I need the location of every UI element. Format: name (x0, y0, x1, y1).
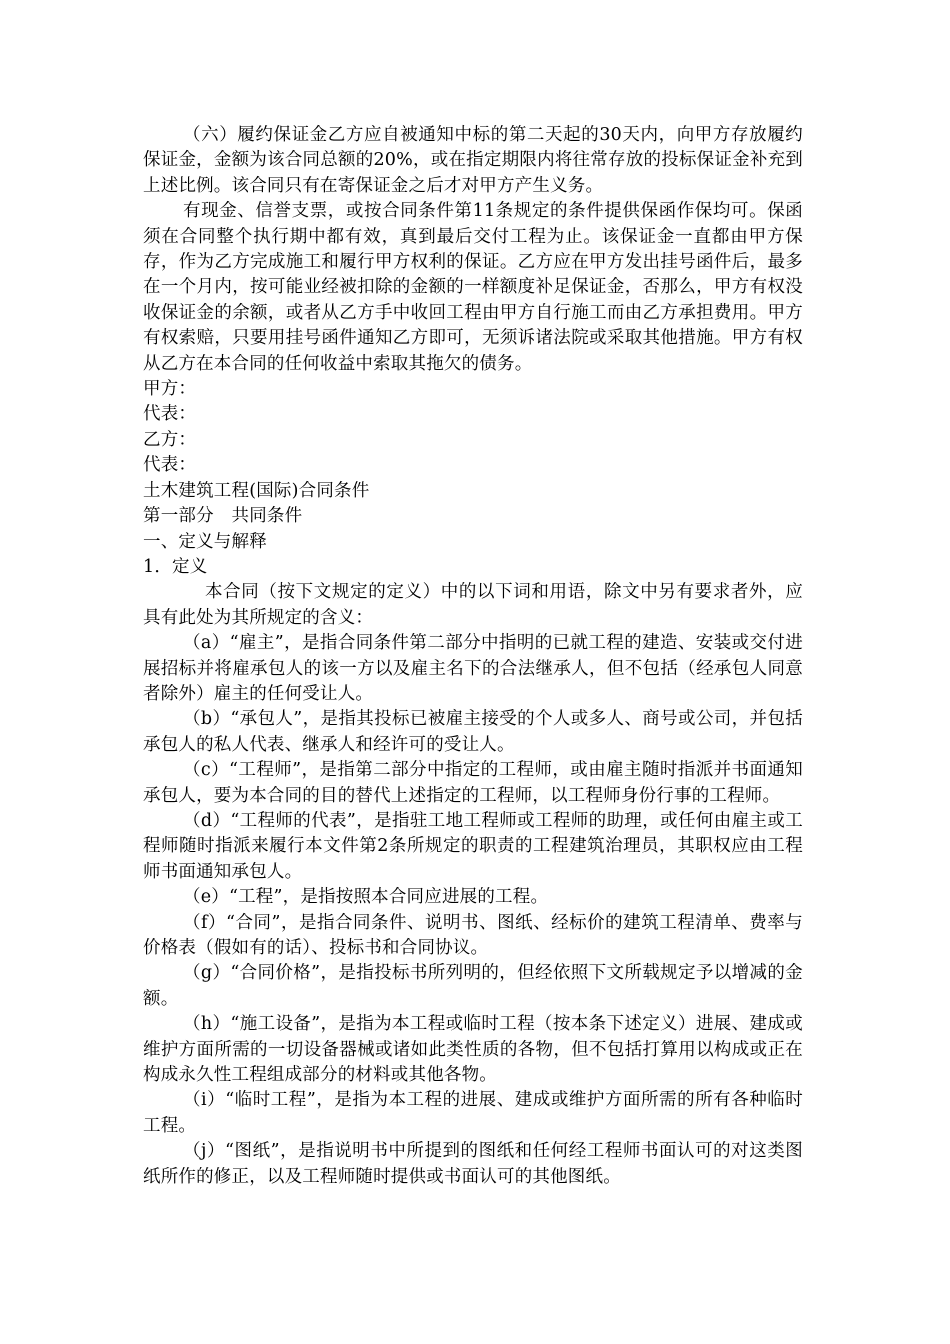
party-a-label: 甲方： (143, 379, 197, 400)
definition-constructional-plant: （h）“施工设备”，是指为本工程或临时工程（按本条下述定义）进展、建成或维护方面所需的一切设备器械或诸如此类性质的各物，但不包括打算用以构成或正在构成永久性工程组成部分的材料或其他各物。 (143, 1014, 803, 1086)
subsection-definitions-heading: 1．定义 (143, 556, 208, 577)
definition-engineer: （c）“工程师”，是指第二部分中指定的工程师，或由雇主随时指派并书面通知承包人，要为本合同的目的替代上述指定的工程师，以工程师身份行事的工程师。 (143, 760, 803, 806)
contract-conditions-title: 土木建筑工程(国际)合同条件 (143, 480, 370, 501)
paragraph-guarantee-terms: 有现金、信誉支票，或按合同条件第11条规定的条件提供保函作保均可。保函须在合同整个执行期中都有效，真到最后交付工程为止。该保证金一直都由甲方保存，作为乙方完成施工和履行甲方权利的保证。乙方应在甲方发出挂号函件后，最多在一个月内，按可能业经被扣除的金额的一样额度补足保证金，否那么，甲方有权没收保证金的余额，或者从乙方手中收回工程由甲方自行施工而由乙方承担费用。甲方有权索赔，只要用挂号函件通知乙方即可，无须诉诸法院或采取其他措施。甲方有权从乙方在本合同的任何收益中索取其拖欠的债务。 (143, 201, 803, 374)
definition-contract: （f）“合同”，是指合同条件、说明书、图纸、经标价的建筑工程清单、费率与价格表（假如有的话）、投标书和合同协议。 (143, 912, 803, 958)
definition-employer: （a）“雇主”，是指合同条件第二部分中指明的已就工程的建造、安装或交付进展招标并将雇承包人的该一方以及雇主名下的合法继承人，但不包括（经承包人同意者除外）雇主的任何受让人。 (143, 633, 803, 704)
definition-works: （e）“工程”，是指按照本合同应进展的工程。 (183, 887, 549, 908)
section-definitions-heading: 一、定义与解释 (143, 531, 267, 552)
party-b-label: 乙方： (143, 429, 197, 450)
definition-drawings: （j）“图纸”，是指说明书中所提到的图纸和任何经工程师书面认可的对这类图纸所作的修正，以及工程师随时提供或书面认可的其他图纸。 (143, 1141, 803, 1187)
part-one-heading: 第一部分 共同条件 (143, 506, 303, 527)
paragraph-performance-bond: （六）履约保证金乙方应自被通知中标的第二天起的30天内，向甲方存放履约保证金，金额为该合同总额的20%，或在指定期限内将往常存放的投标保证金补充到上述比例。该合同只有在寄保证金之后才对甲方产生义务。 (143, 125, 803, 196)
definition-engineer-representative: （d）“工程师的代表”，是指驻工地工程师或工程师的助理，或任何由雇主或工程师随时指派来履行本文件第2条所规定的职责的工程建筑治理员，其职权应由工程师书面通知承包人。 (143, 810, 803, 882)
definition-contract-price: （g）“合同价格”，是指投标书所列明的，但经依照下文所载规定予以增减的金额。 (143, 963, 803, 1009)
paragraph-definitions-intro: 本合同（按下文规定的定义）中的以下词和用语，除文中另有要求者外，应具有此处为其所规定的含义： (143, 582, 803, 628)
party-b-representative-label: 代表： (143, 455, 197, 476)
document-body (143, 123, 803, 1190)
definition-contractor: （b）“承包人”，是指其投标已被雇主接受的个人或多人、商号或公司，并包括承包人的私人代表、继承人和经许可的受让人。 (143, 709, 803, 755)
party-a-representative-label: 代表： (143, 404, 197, 425)
definition-temporary-works: （i）“临时工程”，是指为本工程的进展、建成或维护方面所需的所有各种临时工程。 (143, 1090, 803, 1136)
